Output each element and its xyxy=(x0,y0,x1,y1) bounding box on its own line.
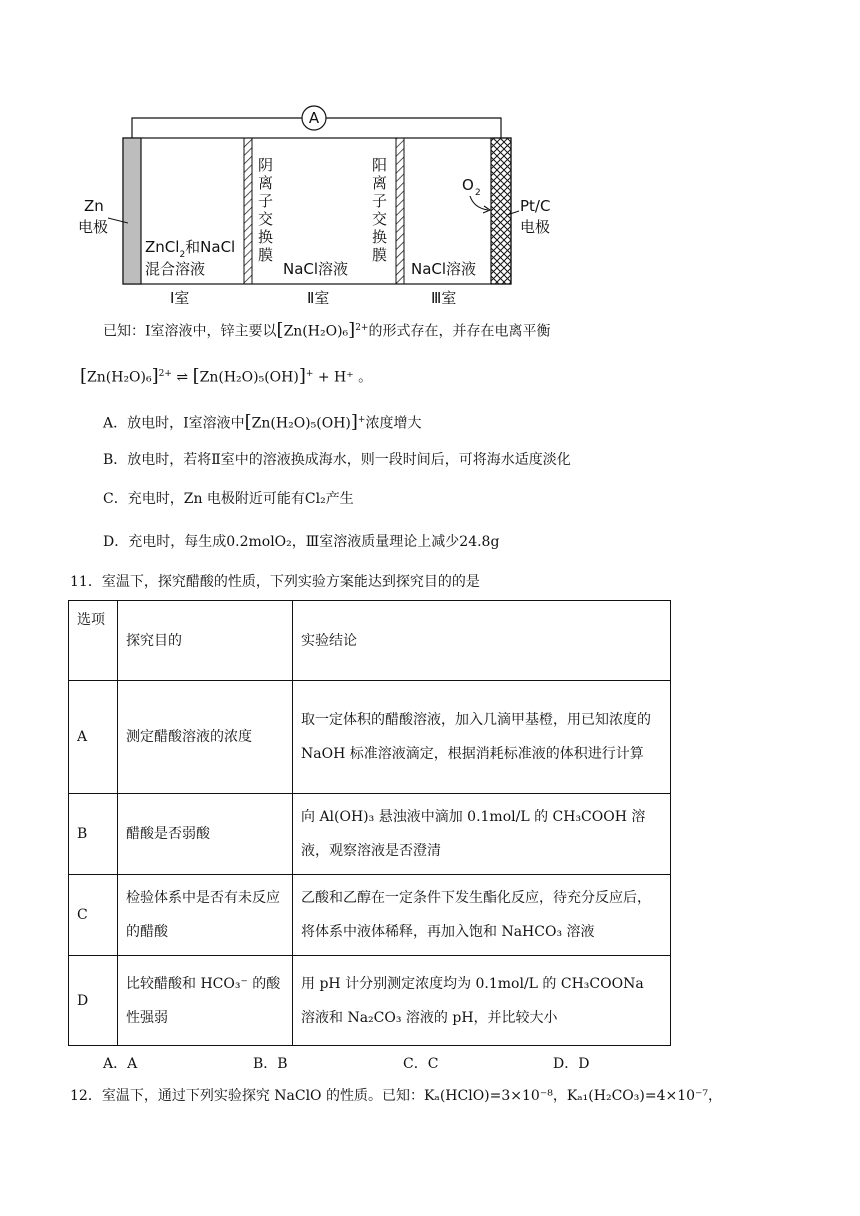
q12-stem: 12．室温下，通过下列实验探究 NaClO 的性质。已知：Kₐ(HClO)=3×10⁻⁸，Kₐ₁(H₂CO₃)=4×10⁻⁷， xyxy=(70,1088,723,1104)
row-purpose: 测定醋酸溶液的浓度 xyxy=(118,681,293,794)
room1-solution-a: ZnCl$_2$和NaCl xyxy=(145,238,236,260)
svg-text:阴: 阴 xyxy=(258,156,274,174)
answer-option-a: A．A xyxy=(103,1056,138,1072)
electrochemical-cell-diagram xyxy=(70,100,590,315)
zn-label: Zn xyxy=(84,197,104,215)
svg-text:离: 离 xyxy=(258,174,274,192)
header-purpose: 探究目的 xyxy=(118,601,293,681)
row-purpose: 比较醋酸和 HCO₃⁻ 的酸性强弱 xyxy=(118,956,293,1046)
q11-table xyxy=(68,600,671,1046)
ammeter-label: A xyxy=(308,109,320,127)
row-option: A xyxy=(69,681,118,794)
o2-label: O xyxy=(462,176,474,194)
q10-option-c: C．充电时，Zn 电极附近可能有Cl₂产生 xyxy=(103,491,354,507)
answer-option-c: C．C xyxy=(403,1056,439,1072)
svg-text:交: 交 xyxy=(258,210,274,228)
anion-membrane-label xyxy=(258,156,273,264)
ptc-electrode-label: 电极 xyxy=(520,218,551,236)
room3-label: Ⅲ室 xyxy=(431,289,457,307)
o2-subscript: 2 xyxy=(475,188,481,198)
o2-arrow-icon xyxy=(470,196,488,210)
cation-exchange-membrane xyxy=(396,138,404,284)
ptc-electrode xyxy=(491,138,511,284)
row-option: C xyxy=(69,875,118,956)
row-purpose: 检验体系中是否有未反应的醋酸 xyxy=(118,875,293,956)
q10-option-a: A．放电时，Ⅰ室溶液中[Zn(H₂O)₅(OH)]+浓度增大 xyxy=(103,411,422,433)
answer-option-d: D．D xyxy=(553,1056,590,1072)
known-line-1: 已知：Ⅰ室溶液中，锌主要以$[Zn(H_2O)_6]^{2+}$的形式存在，并存在电离平衡 xyxy=(103,319,551,341)
anion-exchange-membrane xyxy=(244,138,252,284)
table-row xyxy=(69,681,671,794)
svg-text:换: 换 xyxy=(372,228,388,246)
svg-text:离: 离 xyxy=(372,174,388,192)
zn-electrode-label: 电极 xyxy=(78,218,109,236)
header-conclusion: 实验结论 xyxy=(293,601,671,681)
equilibrium-equation: $[Zn(H_2O)_6]^{2+}$ ⇌ [Zn(H₂O)₅(OH)]+ + H⁺ 。 xyxy=(80,365,373,387)
zn-electrode xyxy=(123,138,141,284)
row-purpose: 醋酸是否弱酸 xyxy=(118,794,293,875)
row-conclusion: 取一定体积的醋酸溶液，加入几滴甲基橙，用已知浓度的 NaOH 标准溶液滴定，根据消耗标准液的体积进行计算 xyxy=(293,681,671,794)
q11-stem: 11．室温下，探究醋酸的性质，下列实验方案能达到探究目的的是 xyxy=(70,574,480,590)
svg-text:交: 交 xyxy=(372,210,388,228)
svg-text:换: 换 xyxy=(258,228,274,246)
row-conclusion: 用 pH 计分别测定浓度均为 0.1mol/L 的 CH₃COONa 溶液和 Na₂CO₃ 溶液的 pH，并比较大小 xyxy=(293,956,671,1046)
svg-text:膜: 膜 xyxy=(372,246,388,264)
room2-label: Ⅱ室 xyxy=(307,289,330,307)
table-row xyxy=(69,794,671,875)
q11-answer-options xyxy=(103,1053,589,1073)
q10-option-b: B．放电时，若将Ⅱ室中的溶液换成海水，则一段时间后，可将海水适度淡化 xyxy=(103,452,571,468)
cation-membrane-label xyxy=(372,156,387,264)
svg-text:膜: 膜 xyxy=(258,246,274,264)
answer-option-b: B．B xyxy=(253,1056,288,1072)
table-header-row xyxy=(69,601,671,681)
svg-text:子: 子 xyxy=(258,192,274,210)
row-conclusion: 向 Al(OH)₃ 悬浊液中滴加 0.1mol/L 的 CH₃COOH 溶液，观察溶液是否澄清 xyxy=(293,794,671,875)
table-row xyxy=(69,956,671,1046)
svg-text:子: 子 xyxy=(372,192,388,210)
row-conclusion: 乙酸和乙醇在一定条件下发生酯化反应，待充分反应后，将体系中液体稀释，再加入饱和 NaHCO₃ 溶液 xyxy=(293,875,671,956)
room1-label: Ⅰ室 xyxy=(170,289,190,307)
ptc-label: Pt/C xyxy=(520,197,551,215)
svg-text:阳: 阳 xyxy=(372,156,388,174)
row-option: D xyxy=(69,956,118,1046)
row-option: B xyxy=(69,794,118,875)
header-option: 选项 xyxy=(69,601,118,681)
room1-solution-b: 混合溶液 xyxy=(145,260,206,278)
room3-solution: NaCl溶液 xyxy=(411,260,477,278)
q10-option-d: D．充电时，每生成0.2molO₂，Ⅲ室溶液质量理论上减少24.8g xyxy=(103,534,500,550)
room2-solution: NaCl溶液 xyxy=(283,260,349,278)
table-row xyxy=(69,875,671,956)
